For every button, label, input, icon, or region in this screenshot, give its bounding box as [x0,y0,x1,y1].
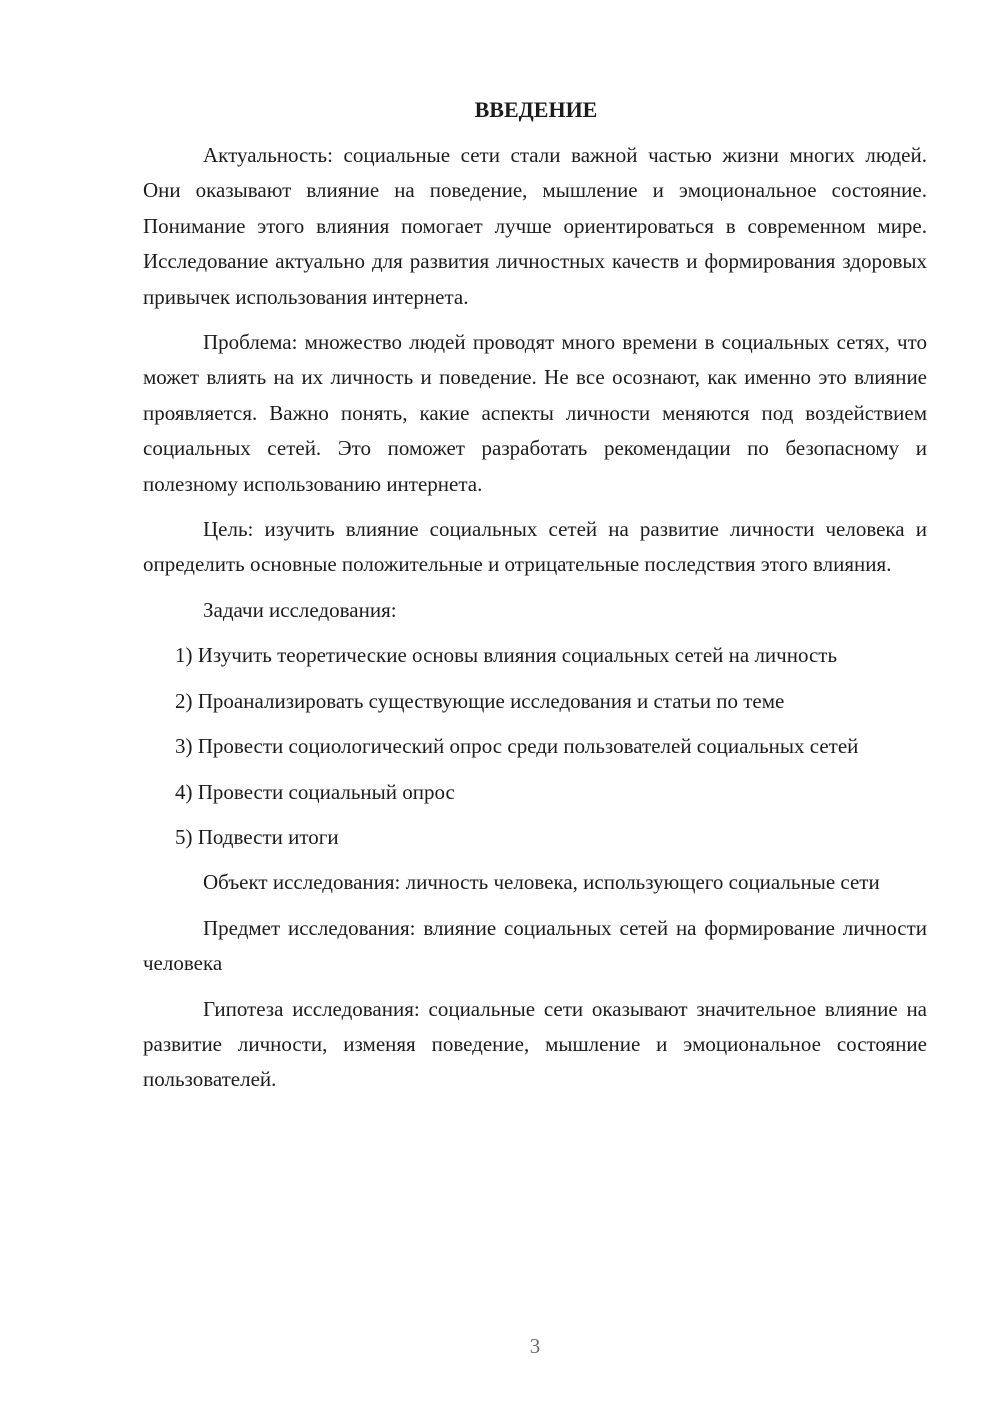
task-item-2: 2) Проанализировать существующие исследования и статьи по теме [175,688,785,713]
document-page [143,94,927,1108]
task-item-5: 5) Подвести итоги [175,824,339,849]
section-title: ВВЕДЕНИЕ [474,97,598,122]
page-number: 3 [529,1334,541,1358]
paragraph-goal: Цель: изучить влияние социальных сетей на развитие личности человека и определить основные положительные и отрицательные последствия этого влияния. [143,517,927,577]
paragraph-problem: Проблема: множество людей проводят много времени в социальных сетях, что может влиять на их личность и поведение. Не все осознают, как именно это влияние проявляется. Важно понять, какие аспекты личности меняются под воздействием социальных сетей. Это поможет разработать рекомендации по безопасному и полезному использованию интернета. [143,330,927,496]
task-item-4: 4) Провести социальный опрос [175,779,455,804]
task-item-1: 1) Изучить теоретические основы влияния социальных сетей на личность [175,643,838,668]
paragraph-hypothesis: Гипотеза исследования: социальные сети оказывают значительное влияние на развитие личности, изменяя поведение, мышление и эмоциональное состояние пользователей. [143,996,927,1092]
paragraph-subject: Предмет исследования: влияние социальных сетей на формирование личности человека [143,915,927,976]
paragraph-object: Объект исследования: личность человека, использующего социальные сети [203,870,880,895]
paragraph-relevance: Актуальность: социальные сети стали важной частью жизни многих людей. Они оказывают влияние на поведение, мышление и эмоциональное состояние. Понимание этого влияния помогает лучше ориентироваться в современном мире. Исследование актуально для развития личностных качеств и формирования здоровых привычек использования интернета. [143,143,927,309]
task-item-3: 3) Провести социологический опрос среди пользователей социальных сетей [175,734,859,759]
paragraph-tasks-heading: Задачи исследования: [203,597,397,622]
